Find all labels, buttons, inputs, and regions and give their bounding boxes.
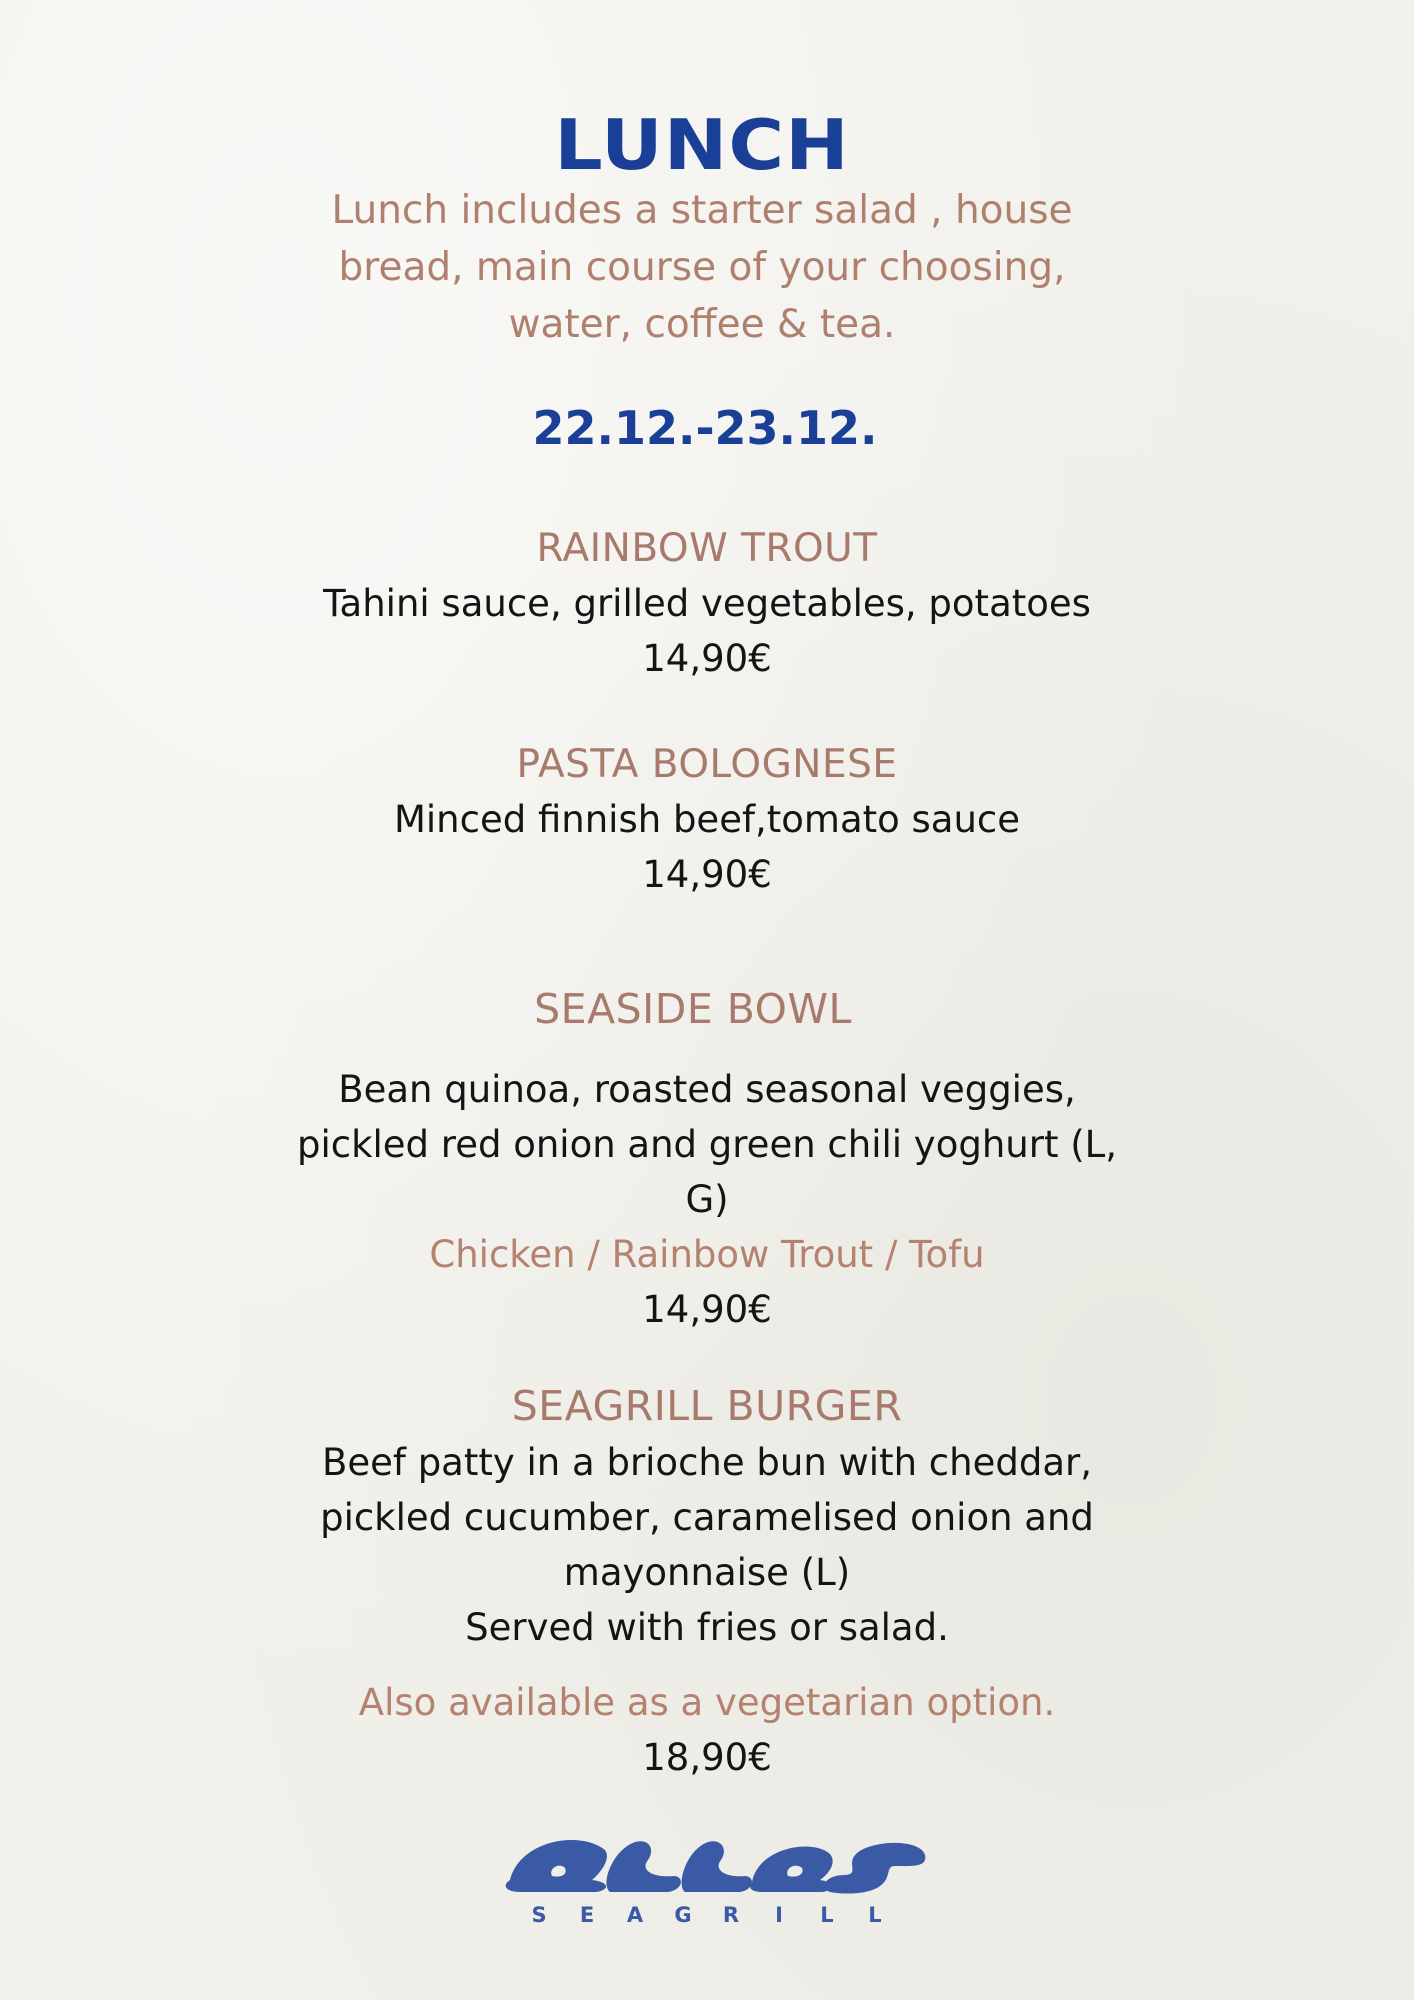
logo-letter: G	[674, 1903, 692, 1927]
dish-seaside-bowl	[0, 984, 1400, 1034]
menu-intro	[0, 182, 1409, 353]
dish-seagrill-burger	[0, 1381, 1414, 1785]
dish-name: SEAGRILL BURGER	[511, 1382, 903, 1430]
dish-description: Minced finnish beef,tomato sauce	[393, 798, 1021, 841]
dish-seaside-bowl-details	[0, 1062, 1414, 1337]
dish-pasta-bolognese	[0, 740, 1414, 902]
dish-name: RAINBOW TROUT	[536, 526, 878, 571]
logo-letter: I	[775, 1903, 783, 1927]
logo-letter: E	[579, 1903, 595, 1927]
dish-name: PASTA BOLOGNESE	[516, 742, 898, 787]
intro-line: Lunch includes a starter salad , house	[331, 188, 1073, 233]
dish-price: 18,90€	[642, 1736, 772, 1779]
logo-letter: L	[868, 1903, 882, 1927]
intro-line: water, coffee & tea.	[508, 302, 896, 347]
dish-note: Also available as a vegetarian option.	[358, 1681, 1056, 1724]
logo-letter: L	[820, 1903, 834, 1927]
menu-title: LUNCH	[554, 103, 850, 186]
logo-letter: A	[626, 1903, 644, 1927]
intro-line: bread, main course of your choosing,	[338, 245, 1066, 290]
dish-price: 14,90€	[642, 853, 772, 896]
dish-description: Tahini sauce, grilled vegetables, potatoes	[323, 582, 1091, 625]
logo-mark	[506, 1840, 926, 1894]
dish-description: Beef patty in a brioche bun with cheddar,	[322, 1441, 1092, 1484]
dish-rainbow-trout	[0, 524, 1414, 686]
dish-price: 14,90€	[642, 1288, 772, 1331]
menu-date: 22.12.-23.12.	[532, 401, 878, 455]
dish-description: mayonnaise (L)	[563, 1551, 851, 1594]
dish-description: Bean quinoa, roasted seasonal veggies,	[338, 1068, 1076, 1111]
logo-letter: R	[722, 1903, 740, 1927]
dish-description: pickled cucumber, caramelised onion and	[320, 1496, 1094, 1539]
dish-price: 14,90€	[642, 637, 772, 680]
logo-subtitle	[0, 1903, 1414, 1927]
dish-options: Chicken / Rainbow Trout / Tofu	[429, 1233, 985, 1276]
dish-description: G)	[685, 1178, 729, 1221]
dish-description: Served with fries or salad.	[465, 1606, 949, 1649]
dish-name: SEASIDE BOWL	[534, 985, 852, 1033]
dish-description: pickled red onion and green chili yoghurt (L,	[296, 1123, 1118, 1166]
logo-letter: S	[531, 1903, 547, 1927]
